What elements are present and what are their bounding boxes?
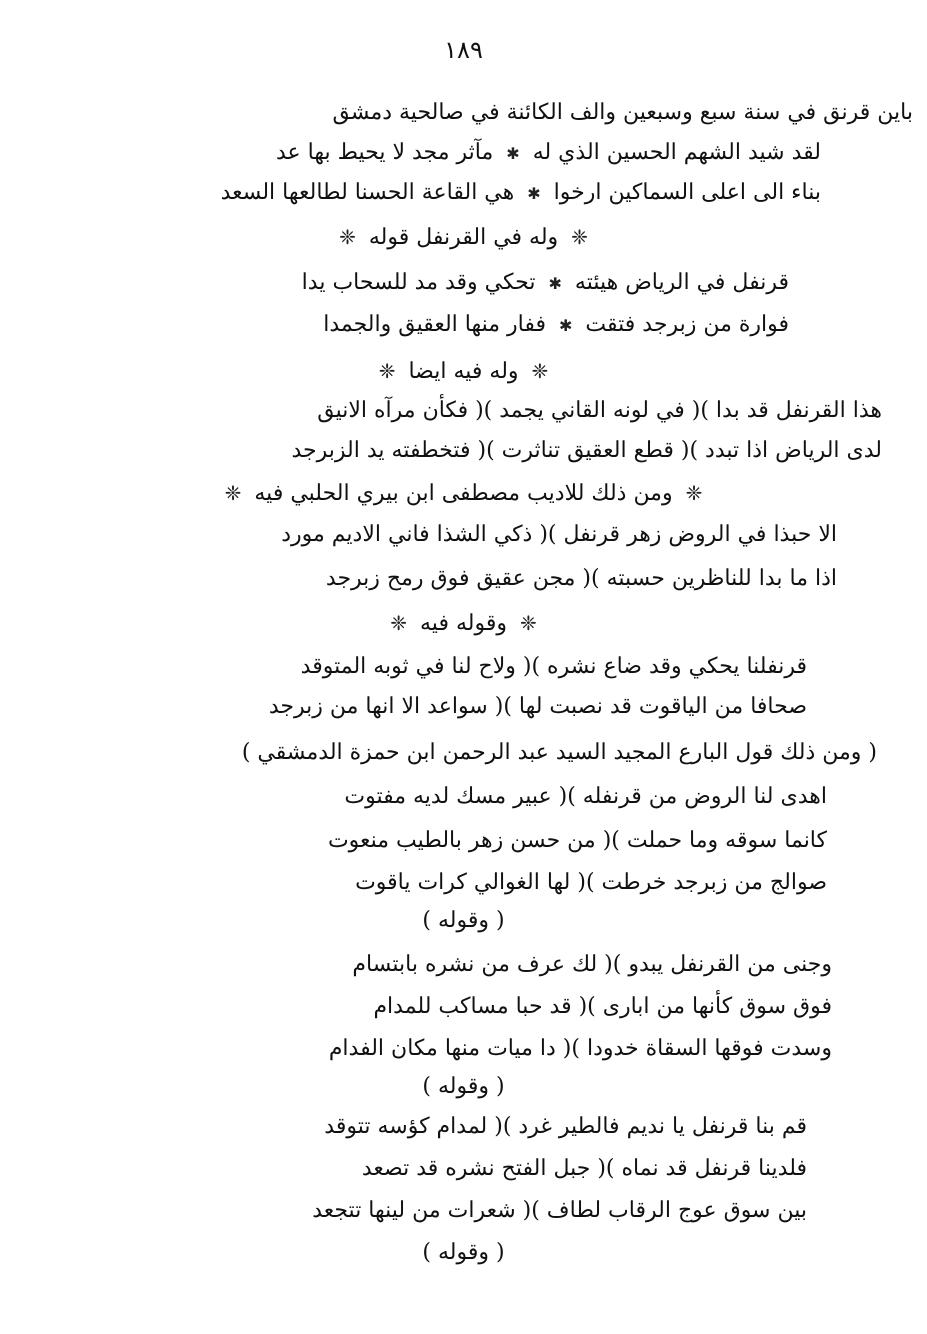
separator-icon: ✱ xyxy=(559,316,573,335)
verse-line: فوق سوق كأنها من ابارى )( قد حبا مساكب للمدام xyxy=(373,994,832,1019)
verse-line xyxy=(221,178,821,209)
section-header: ❈ وقوله فيه ❈ xyxy=(390,611,537,636)
verse-line: قم بنا قرنفل يا نديم فالطير غرد )( لمدام كؤسه تتوقد xyxy=(324,1114,807,1139)
verse-line: كانما سوقه وما حملت )( من حسن زهر بالطيب منعوت xyxy=(327,828,827,853)
separator-icon: ✱ xyxy=(506,144,520,163)
ornament-icon: ❈ xyxy=(571,225,588,249)
section-header: ❈ ومن ذلك للاديب مصطفى ابن بيري الحلبي فيه ❈ xyxy=(224,481,703,506)
verse-line: قرنفلنا يحكي وقد ضاع نشره )( ولاح لنا في ثوبه المتوقد xyxy=(300,654,807,679)
verse-line: هذا القرنفل قد بدا )( في لونه القاني يجمد )( فكأن مرآه الانيق xyxy=(317,398,882,423)
verse-hemistich-left: ففار منها العقيق والجمدا xyxy=(323,312,547,337)
separator-icon: ✱ xyxy=(548,274,562,293)
verse-line: لدى الرياض اذا تبدد )( قطع العقيق تناثرت )( فتخطفته يد الزبرجد xyxy=(291,438,882,463)
separator-icon: ✱ xyxy=(527,184,541,203)
section-header: ( ومن ذلك قول البارع المجيد السيد عبد الرحمن ابن حمزة الدمشقي ) xyxy=(241,740,877,765)
ornament-icon: ❈ xyxy=(224,481,242,505)
verse-line: صوالج من زبرجد خرطت )( لها الغوالي كرات ياقوت xyxy=(355,870,827,895)
section-header: ❈ وله في القرنفل قوله ❈ xyxy=(339,225,588,250)
ornament-icon: ❈ xyxy=(390,611,408,635)
section-header: ( وقوله ) xyxy=(422,1240,505,1265)
verse-line: اذا ما بدا للناظرين حسبته )( مجن عقيق فوق رمح زبرجد xyxy=(325,566,837,591)
verse-line: اهدى لنا الروض من قرنفله )( عبير مسك لديه مفتوت xyxy=(344,784,827,809)
verse-line: وجنى من القرنفل يبدو )( لك عرف من نشره بابتسام xyxy=(352,952,832,977)
verse-line: وسدت فوقها السقاة خدودا )( دا ميات منها مكان الفدام xyxy=(328,1036,832,1061)
verse-line xyxy=(302,268,789,299)
verse-hemistich-right: فوارة من زبرجد فتقت xyxy=(585,312,789,337)
section-header: ( وقوله ) xyxy=(422,1074,505,1099)
section-header: ( وقوله ) xyxy=(422,908,505,933)
verse-hemistich-left: هي القاعة الحسنا لطالعها السعد xyxy=(220,180,515,205)
verse-line: فلدينا قرنفل قد نماه )( جبل الفتح نشره قد تصعد xyxy=(361,1156,807,1181)
verse-hemistich-left: مآثر مجد لا يحيط بها عد xyxy=(275,140,494,165)
verse-line xyxy=(276,138,821,169)
ornament-icon: ❈ xyxy=(685,481,703,505)
ornament-icon: ❈ xyxy=(519,611,537,635)
verse-hemistich-right: لقد شيد الشهم الحسين الذي له xyxy=(532,140,821,165)
heading-line: باين قرنق في سنة سبع وسبعين والف الكائنة في صالحية دمشق xyxy=(332,100,913,125)
page-number: ١٨٩ xyxy=(444,36,483,64)
verse-hemistich-right: بناء الى اعلى السماكين ارخوا xyxy=(553,180,821,205)
verse-line: صحافا من الياقوت قد نصبت لها )( سواعد الا انها من زبرجد xyxy=(268,694,807,719)
verse-line xyxy=(323,310,789,341)
ornament-icon: ❈ xyxy=(531,359,549,383)
section-header: ❈ وله فيه ايضا ❈ xyxy=(378,359,549,384)
verse-hemistich-left: تحكي وقد مد للسحاب يدا xyxy=(301,270,536,295)
verse-hemistich-right: قرنفل في الرياض هيئته xyxy=(574,270,789,295)
ornament-icon: ❈ xyxy=(339,225,356,249)
ornament-icon: ❈ xyxy=(378,359,396,383)
verse-line: بين سوق عوج الرقاب لطاف )( شعرات من لينها تتجعد xyxy=(312,1198,807,1223)
verse-line: الا حبذا في الروض زهر قرنفل )( ذكي الشذا فاني الاديم مورد xyxy=(281,522,837,547)
